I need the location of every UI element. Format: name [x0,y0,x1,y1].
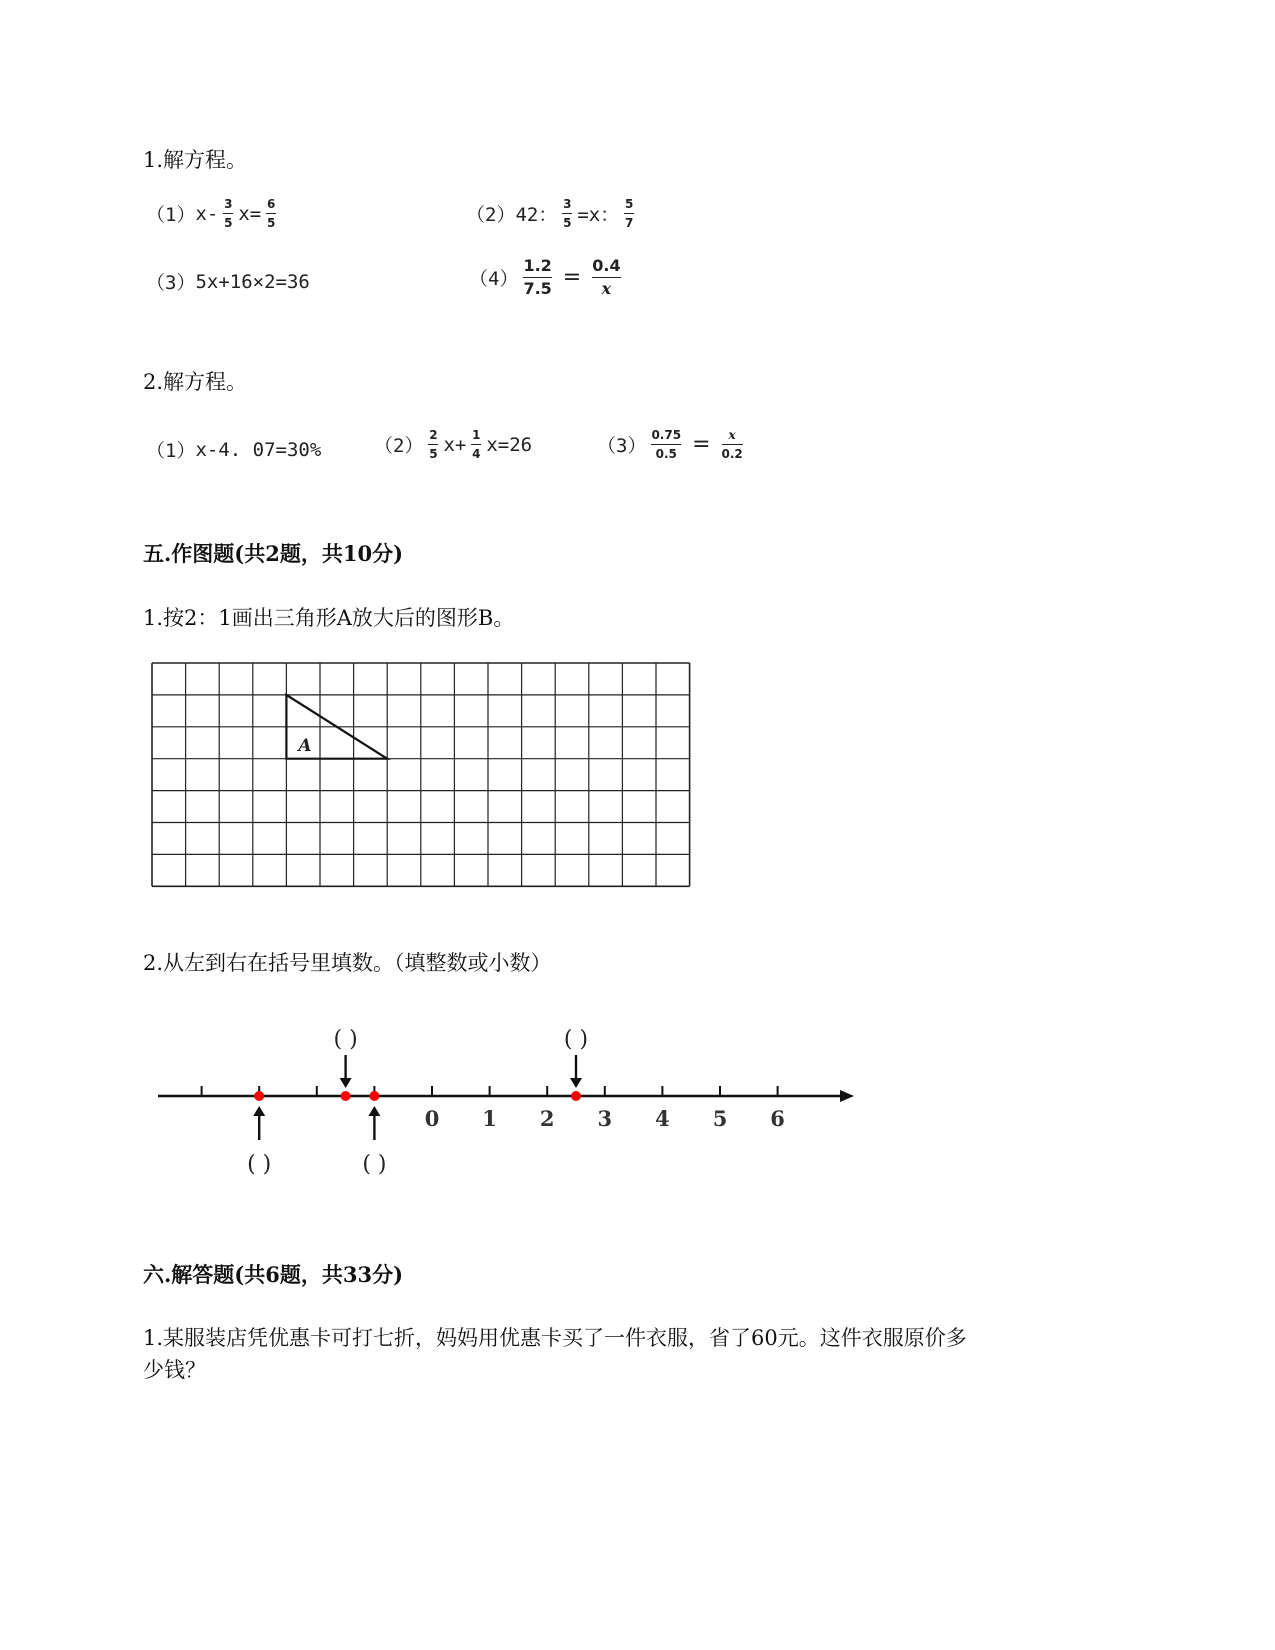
down-arrowhead [340,1078,352,1088]
fraction: $\frac{3}{5}$ [224,197,233,230]
equation-text: x-4. 07=30% [195,438,322,461]
fraction: $\frac{1.2}{7.5}$ [523,256,552,298]
tick-label: 6 [770,1106,785,1131]
fraction: $\frac{x}{0.2}$ [721,428,743,461]
up-arrowhead [368,1106,380,1116]
section-heading: 六.解答题(共6题，共33分) [143,1262,404,1287]
down-arrowhead [570,1078,582,1088]
up-arrowhead [253,1106,265,1116]
marked-point [341,1091,351,1101]
number-line-arrowhead [840,1090,854,1102]
tick-label: 4 [655,1106,670,1131]
fraction: $\frac{3}{5}$ [563,197,572,230]
answer-blank: ( ) [247,1152,272,1177]
equation-label: （3） [597,435,647,457]
tick-label: 0 [424,1106,440,1131]
equation-label: （1） [146,204,196,226]
fraction: $\frac{5}{7}$ [625,197,634,230]
equation-text: x+ [443,433,467,456]
equation-label: （3） [146,272,196,294]
equation-text: x= [238,202,262,225]
marked-point [369,1091,379,1101]
marked-point [254,1091,264,1101]
answer-blank: ( ) [333,1027,358,1052]
equation-text: 42： [515,204,558,226]
fraction: $\frac{0.4}{x}$ [592,256,621,298]
equation-label: （2） [466,204,516,226]
question-title: 1.按2：1画出三角形A放大后的图形B。 [143,606,515,630]
equals-sign: = [692,432,711,457]
equation-text: x- [195,202,219,225]
triangle-label: A [298,735,312,756]
tick-label: 1 [482,1106,497,1131]
answer-blank: ( ) [362,1152,387,1177]
question-title: 2.从左到右在括号里填数。（填整数或小数） [143,951,552,975]
question-title: 2.解方程。 [143,370,248,394]
question-title: 1.解方程。 [143,148,248,172]
answer-blank: ( ) [563,1027,589,1052]
question-text: 少钱？ [143,1358,206,1382]
equation-text: =x： [577,204,620,226]
question-text: 1.某服装店凭优惠卡可打七折，妈妈用优惠卡买了一件衣服，省了60元。这件衣服原价多 [143,1326,967,1350]
equals-sign: = [562,265,582,290]
equation-label: （4） [469,268,519,290]
equation-label: （2） [374,435,424,457]
equation-text: x=26 [486,433,533,456]
equation-label: （1） [146,440,196,462]
section-heading: 五.作图题(共2题，共10分) [143,541,404,566]
tick-label: 2 [539,1106,555,1131]
equation-text: 5x+16×2=36 [195,270,310,293]
fraction: $\frac{2}{5}$ [429,428,438,461]
tick-label: 5 [712,1106,728,1131]
fraction: $\frac{6}{5}$ [267,197,276,230]
tick-label: 3 [597,1106,613,1131]
marked-point [571,1091,581,1101]
fraction: $\frac{0.75}{0.5}$ [651,428,682,461]
fraction: $\frac{1}{4}$ [472,428,481,461]
